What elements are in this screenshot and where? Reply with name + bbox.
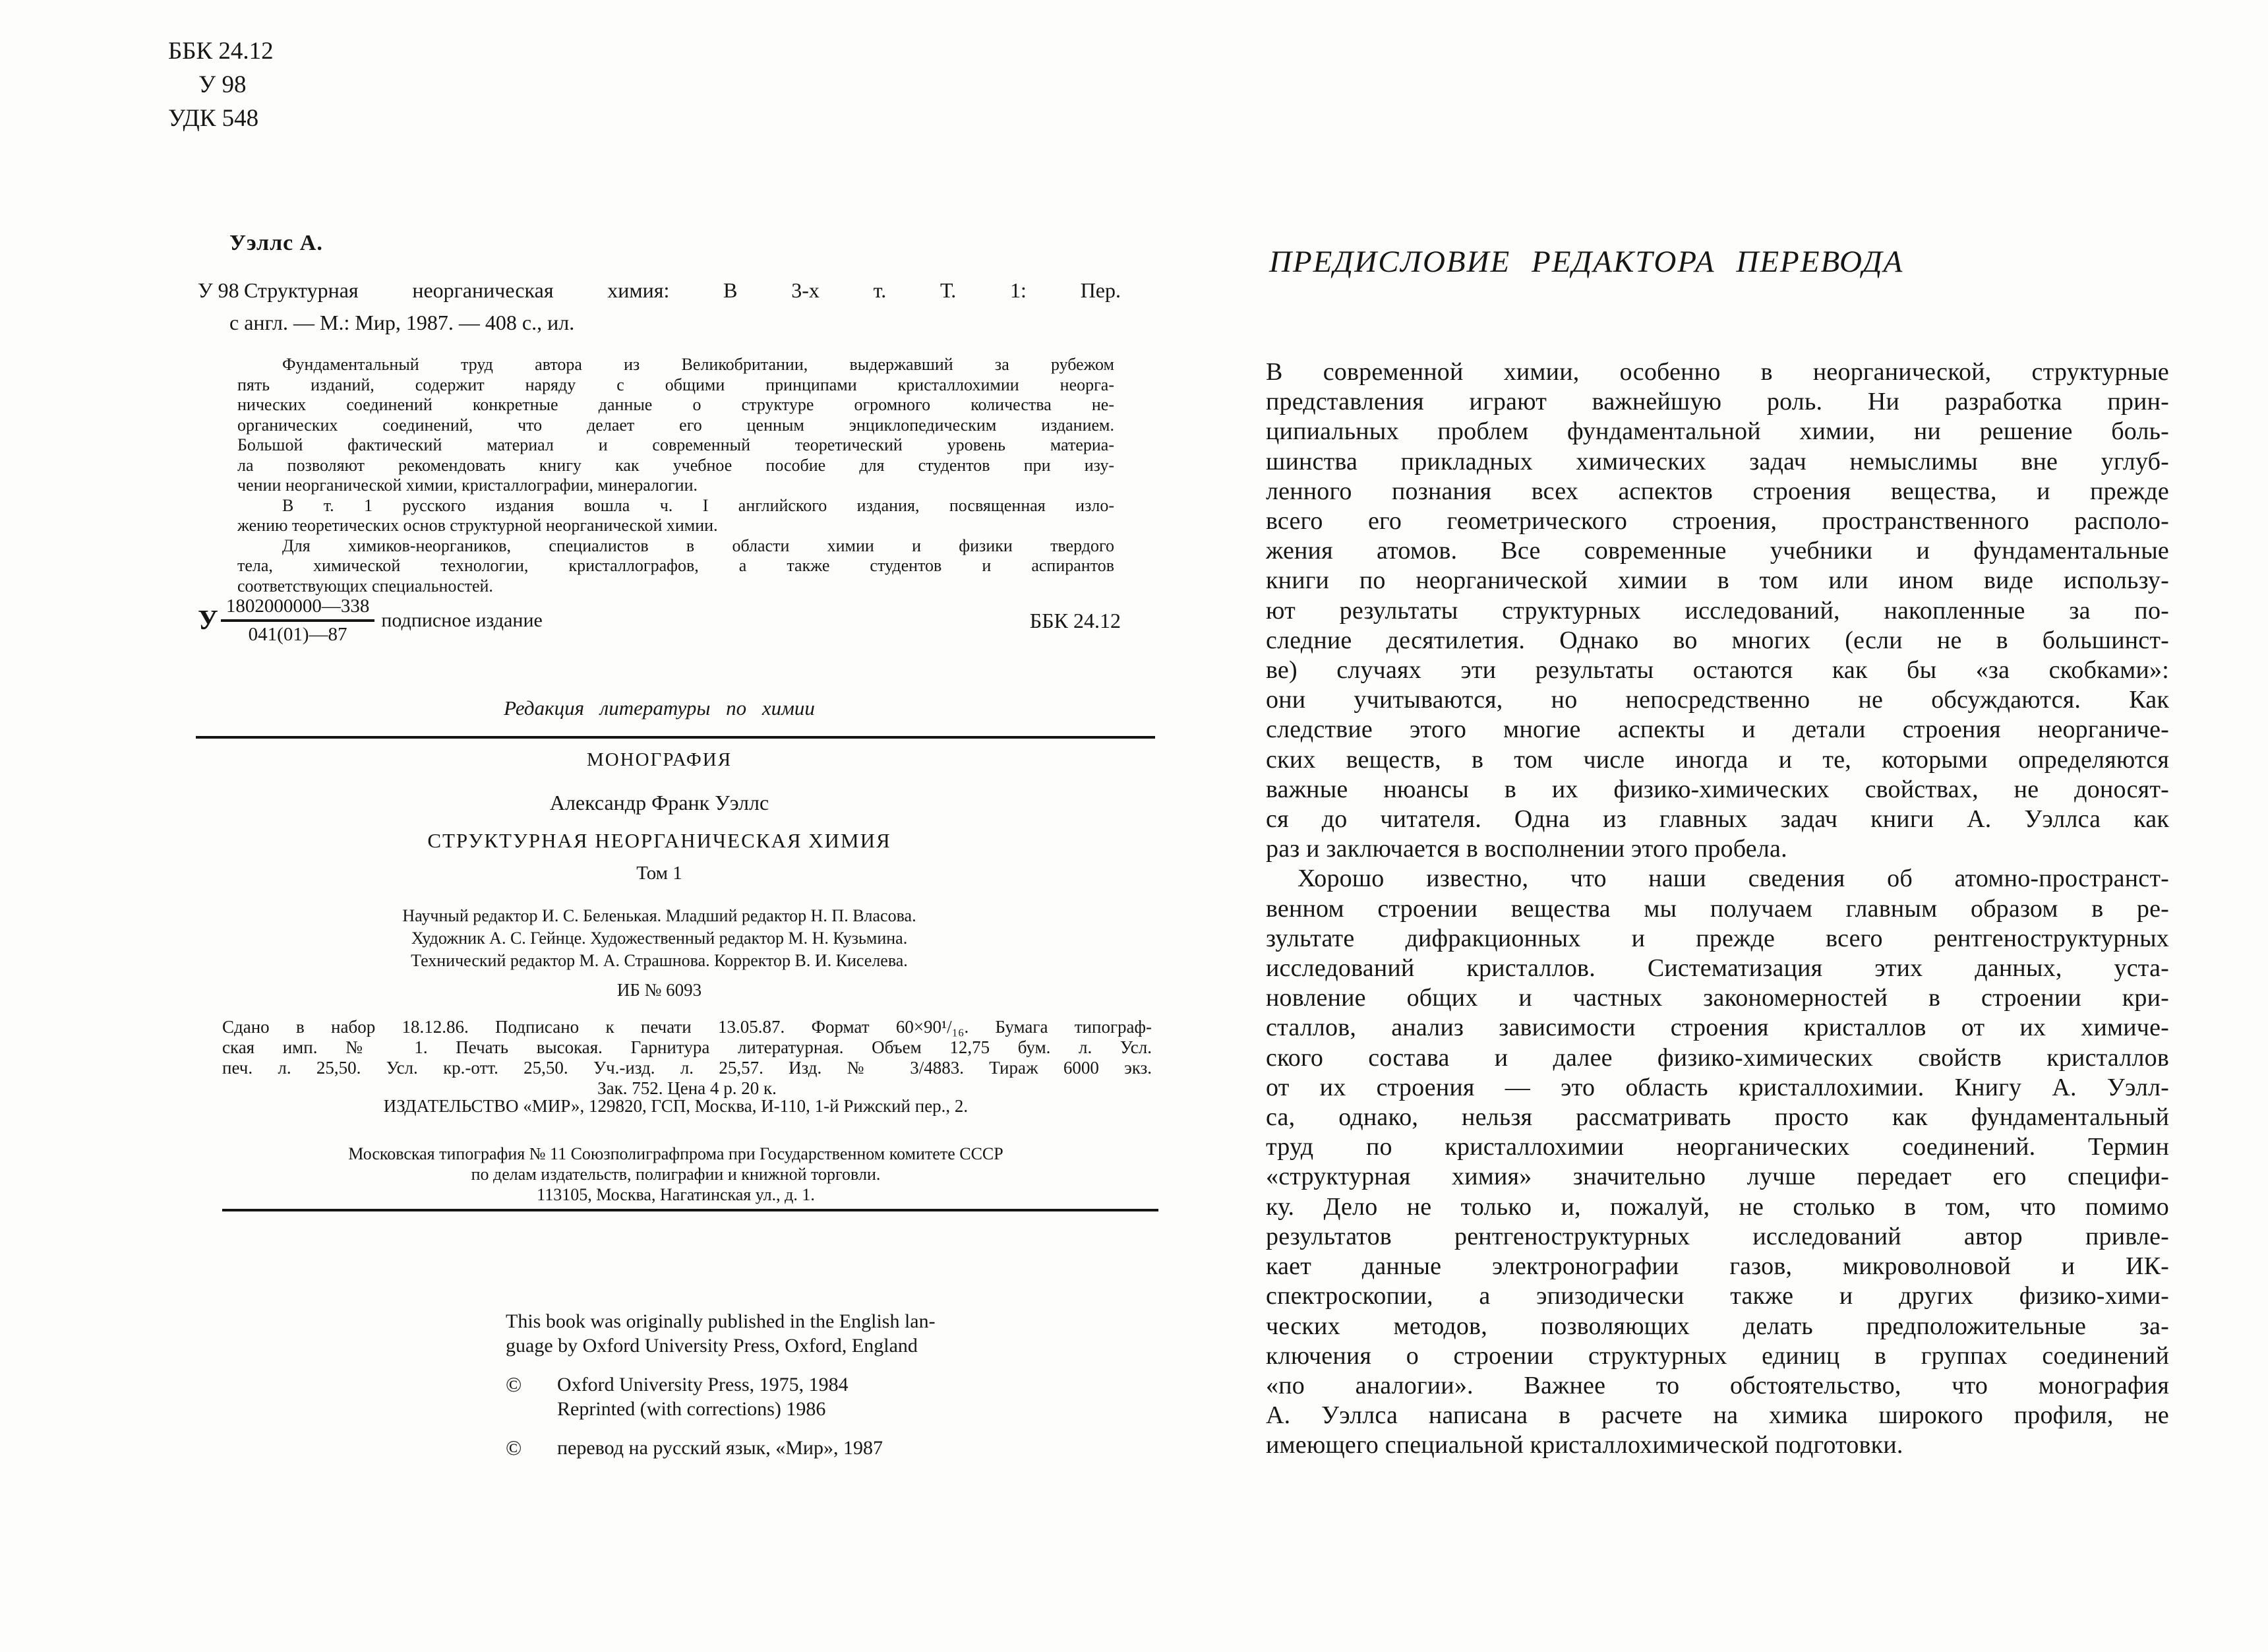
english-note-block xyxy=(506,1309,1132,1460)
text-line: Для химиков-неоргаников, специалистов в области химии и физики твердого xyxy=(282,535,1114,555)
text-line: представления играют важнейшую роль. Ни разработка прин- xyxy=(1266,388,2169,416)
english-note xyxy=(506,1309,1132,1358)
text-line: следние десятилетия. Однако во многих (если не в большинст- xyxy=(1266,626,2169,654)
text-line: книги по неорганической химии в том или ином виде использу- xyxy=(1266,566,2169,595)
text-line: У 98 xyxy=(198,71,247,98)
printer-block xyxy=(198,1144,1154,1205)
preface-paragraph xyxy=(1266,864,2169,1460)
annotation-paragraph xyxy=(237,355,1114,496)
copyright-icon: © xyxy=(506,1436,522,1459)
text-line: Научный редактор И. С. Беленькая. Младший редактор Н. П. Власова. xyxy=(402,906,916,925)
subscription-note: подписное издание xyxy=(381,609,543,631)
text-line: труд по кристаллохимии неорганических соединений. Термин xyxy=(1266,1133,2169,1161)
text-line: «по аналогии». Важнее то обстоятельство, что монография xyxy=(1266,1371,2169,1399)
copyright-oxford xyxy=(506,1372,1132,1421)
text-line: сталлов, анализ зависимости строения кристаллов от их химиче- xyxy=(1266,1014,2169,1042)
editors-block xyxy=(198,905,1121,972)
text-line: жения атомов. Все современные учебники и фундаментальные xyxy=(1266,537,2169,565)
text-line: ская имп. № 1. Печать высокая. Гарнитура литературная. Объем 12,75 бум. л. Усл. xyxy=(222,1037,1152,1057)
text-line: чении неорганической химии, кристаллографии, минералогии. xyxy=(237,475,698,495)
copyright-mir-text xyxy=(557,1436,1132,1460)
copyright-mir xyxy=(506,1436,1132,1460)
text-line: ского состава и далее физико-химических свойств кристаллов xyxy=(1266,1043,2169,1072)
text-line: они учитываются, но непосредственно не обсуждаются. Как xyxy=(1266,686,2169,714)
text-line: Структурная неорганическая химия: В 3-х т. Т. 1: Пер. xyxy=(244,278,1121,302)
text-line: органических соединений, что делает его ценным энциклопедическим изданием. xyxy=(237,415,1114,435)
text-line: от их строения — это область кристаллохимии. Книгу А. Уэлл- xyxy=(1266,1073,2169,1101)
annotation-block xyxy=(237,355,1114,596)
divider-rule xyxy=(222,1209,1158,1211)
copyright-icon: © xyxy=(506,1372,522,1396)
entry-code: У 98 xyxy=(198,278,239,302)
text-line: жению теоретических основ структурной неорганической химии. xyxy=(237,516,718,535)
monograph-title: СТРУКТУРНАЯ НЕОРГАНИЧЕСКАЯ ХИМИЯ xyxy=(427,829,891,852)
text-line: венном строении вещества мы получаем главным образом в ре- xyxy=(1266,894,2169,923)
text-line: Reprinted (with corrections) 1986 xyxy=(557,1398,826,1420)
text-line: ключения о строении структурных единиц в группах соединений xyxy=(1266,1341,2169,1370)
text-line: ве) случаях эти результаты остаются как бы «за скобками»: xyxy=(1266,656,2169,685)
copyright-formula xyxy=(198,596,1121,646)
fraction-numerator: 1802000000—338 xyxy=(221,596,375,622)
fraction-denominator: 041(01)—87 xyxy=(248,624,347,645)
text-line: ББК 24.12 xyxy=(168,38,274,65)
preface-body xyxy=(1266,357,2169,1461)
text-line: всего его геометрического строения, пространственного располо- xyxy=(1266,507,2169,535)
author-heading: Уэллс А. xyxy=(229,231,323,255)
catalog-fraction xyxy=(221,596,375,646)
text-line: тела, химической технологии, кристаллографов, а также студентов и аспирантов xyxy=(237,556,1114,575)
text-line: ленного познания всех аспектов строения вещества, и прежде xyxy=(1266,477,2169,505)
monograph-type: МОНОГРАФИЯ xyxy=(586,749,732,770)
text-line: ся до читателя. Одна из главных задач книги А. Уэллса как xyxy=(1266,805,2169,834)
text-line: В современной химии, особенно в неорганической, структурные xyxy=(1266,358,2169,386)
text-line: нических соединений конкретные данные о структуре огромного количества не- xyxy=(237,395,1114,414)
text-line: следствие этого многие аспекты и детали строения неорганиче- xyxy=(1266,716,2169,744)
text-line: Художник А. С. Гейнце. Художественный редактор М. Н. Кузьмина. xyxy=(411,929,908,948)
text-line: шинства прикладных химических задач немыслимы вне углуб- xyxy=(1266,447,2169,475)
text-line: This book was originally published in the English lan- xyxy=(506,1310,936,1332)
annotation-paragraph xyxy=(237,496,1114,536)
text-line: с англ. — М.: Мир, 1987. — 408 с., ил. xyxy=(229,311,575,334)
text-line: са, однако, нельзя рассматривать просто как фундаментальный xyxy=(1266,1103,2169,1132)
monograph-author: Александр Франк Уэллс xyxy=(549,791,769,814)
text-line: спектроскопии, а эпизодически также и других физико-хими- xyxy=(1266,1282,2169,1310)
text-line: Большой фактический материал и современный теоретический уровень материа- xyxy=(237,435,1114,454)
preface-paragraph xyxy=(1266,357,2169,864)
text-line: УДК 548 xyxy=(168,105,259,132)
text-line: ку. Дело не только и, пожалуй, не столько в том, что помимо xyxy=(1266,1192,2169,1221)
text-line: «структурная химия» значительно лучше передает его специфи- xyxy=(1266,1163,2169,1191)
entry-text xyxy=(229,274,1121,339)
text-line: ских веществ, в том числе иногда и те, которыми определяются xyxy=(1266,745,2169,774)
text-line: кает данные электронографии газов, микроволновой и ИК- xyxy=(1266,1252,2169,1281)
annotation-paragraph xyxy=(237,536,1114,597)
imprint-block xyxy=(222,1017,1152,1099)
text-line: результатов рентгеноструктурных исследований автор привле- xyxy=(1266,1222,2169,1250)
text-line: соответствующих специальностей. xyxy=(237,576,493,596)
copyright-oxford-text xyxy=(557,1372,1132,1421)
text-line: ципиальных проблем фундаментальной химии, ни решение боль- xyxy=(1266,417,2169,446)
series-line: Редакция литературы по химии xyxy=(504,696,815,719)
text-line: Зак. 752. Цена 4 р. 20 к. xyxy=(597,1078,777,1098)
text-line: зультате дифракционных и прежде всего рентгеноструктурных xyxy=(1266,924,2169,952)
text-line: ют результаты структурных исследований, накопленные за по- xyxy=(1266,596,2169,625)
text-line: Oxford University Press, 1975, 1984 xyxy=(557,1374,849,1395)
text-line: ла позволяют рекомендовать книгу как учебное пособие для студентов при изу- xyxy=(237,455,1114,475)
catalog-entry xyxy=(198,274,1121,339)
text-line: Московская типография № 11 Союзполиграфпрома при Государственном комитете СССР xyxy=(348,1144,1003,1163)
text-line: Хорошо известно, что наши сведения об атомно-пространст- xyxy=(1298,865,2169,893)
formula-prefix: У xyxy=(198,605,218,636)
text-line: В т. 1 русского издания вошла ч. I английского издания, посвященная изло- xyxy=(282,495,1114,515)
text-line: исследований кристаллов. Систематизация этих данных, уста- xyxy=(1266,954,2169,983)
ib-number: ИБ № 6093 xyxy=(616,980,702,1000)
text-line: 113105, Москва, Нагатинская ул., д. 1. xyxy=(537,1185,815,1204)
publisher-line: ИЗДАТЕЛЬСТВО «МИР», 129820, ГСП, Москва, И-110, 1-й Рижский пер., 2. xyxy=(383,1096,969,1116)
text-line: раз и заключается в восполнении этого пробела. xyxy=(1266,835,1787,863)
text-line: Сдано в набор 18.12.86. Подписано к печати 13.05.87. Формат 60×90¹/₁₆. Бумага типограф- xyxy=(222,1017,1152,1037)
text-line: пять изданий, содержит наряду с общими принципами кристаллохимии неорга- xyxy=(237,375,1114,394)
text-line: по делам издательств, полиграфии и книжной торговли. xyxy=(471,1165,881,1184)
preface-title: ПРЕДИСЛОВИЕ РЕДАКТОРА ПЕРЕВОДА xyxy=(1269,245,1904,279)
text-line: важные нюансы в их физико-химических свойствах, не доносят- xyxy=(1266,775,2169,803)
text-line: А. Уэллса написана в расчете на химика широкого профиля, не xyxy=(1266,1401,2169,1430)
monograph-volume: Том 1 xyxy=(636,863,682,884)
text-line: guage by Oxford University Press, Oxford, England xyxy=(506,1335,918,1357)
bbk-code: ББК 24.12 xyxy=(1029,608,1121,632)
text-line: Технический редактор М. А. Страшнова. Корректор В. И. Киселева. xyxy=(411,951,908,970)
divider-rule xyxy=(196,736,1155,739)
catalog-codes-block xyxy=(168,34,274,135)
text-line: печ. л. 25,50. Усл. кр.-отт. 25,50. Уч.-изд. л. 25,57. Изд. № 3/4883. Тираж 6000 экз. xyxy=(222,1058,1152,1078)
text-line: ческих методов, позволяющих делать предположительные за- xyxy=(1266,1312,2169,1340)
text-line: перевод на русский язык, «Мир», 1987 xyxy=(557,1437,883,1459)
text-line: имеющего специальной кристаллохимической подготовки. xyxy=(1266,1431,1903,1459)
text-line: Фундаментальный труд автора из Великобритании, выдержавший за рубежом xyxy=(282,355,1114,374)
text-line: новление общих и частных закономерностей в строении кри- xyxy=(1266,984,2169,1012)
